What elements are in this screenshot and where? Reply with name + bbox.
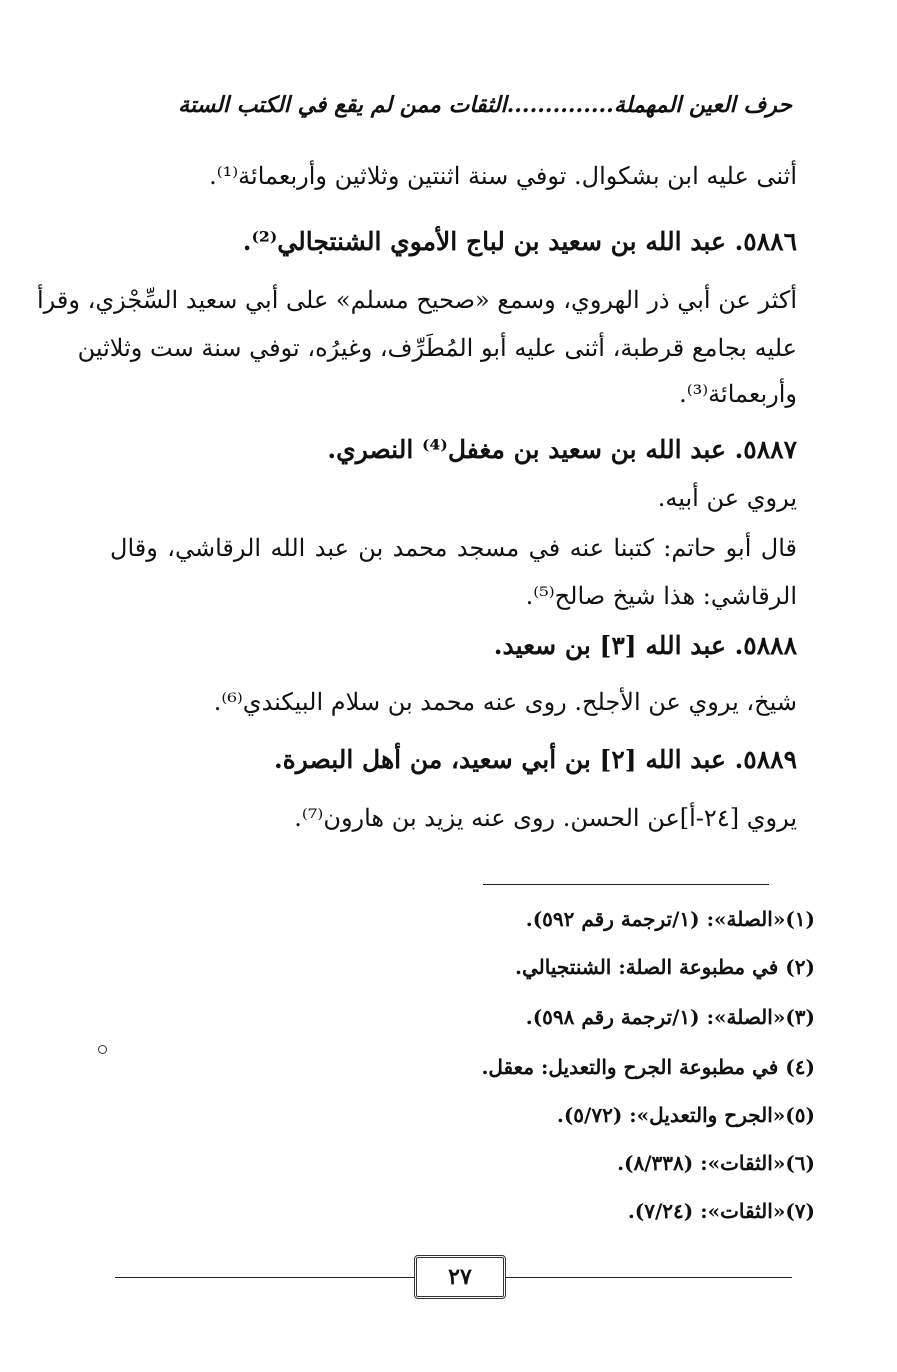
body-line: شيخ، يروي عن الأجلح. روى عنه محمد بن سلام البيكندي⁽⁶⁾. xyxy=(213,688,797,716)
body-line: يروي عن أبيه. xyxy=(657,484,797,512)
stray-mark xyxy=(98,1045,107,1054)
body-line: الرقاشي: هذا شيخ صالح⁽⁵⁾. xyxy=(525,582,797,610)
footnote-6: (٦)«الثقات»: (٨/٣٣٨). xyxy=(617,1151,815,1175)
entry-heading-5887: ٥٨٨٧. عبد الله بن سعيد بن مغفل⁽⁴⁾ النصري. xyxy=(327,435,797,464)
page-number: ٢٧ xyxy=(414,1255,506,1299)
running-header: حرف العين المهملة..............الثقات ممن لم يقع في الكتب الستة xyxy=(178,92,792,118)
footnote-1: (١)«الصلة»: (١/ترجمة رقم ٥٩٢). xyxy=(525,907,815,931)
body-line: يروي [٢٤-أ]عن الحسن. روى عنه يزيد بن هارون⁽⁷⁾. xyxy=(294,804,797,832)
footnote-7: (٧)«الثقات»: (٧/٢٤). xyxy=(627,1199,815,1223)
footnote-5: (٥)«الجرح والتعديل»: (٥/٧٢). xyxy=(556,1103,815,1127)
body-line: قال أبو حاتم: كتبنا عنه في مسجد محمد بن عبد الله الرقاشي، وقال xyxy=(110,534,797,562)
body-line: عليه بجامع قرطبة، أثنى عليه أبو المُطَرِّف، وغيرُه، توفي سنة ست وثلاثين xyxy=(77,334,797,362)
footer-rule-right xyxy=(500,1277,792,1278)
footer-rule-left xyxy=(115,1277,415,1278)
body-line: أثنى عليه ابن بشكوال. توفي سنة اثنتين وثلاثين وأربعمائة⁽¹⁾. xyxy=(209,162,797,190)
entry-heading-5888: ٥٨٨٨. عبد الله [٣] بن سعيد. xyxy=(493,631,797,660)
entry-heading-5889: ٥٨٨٩. عبد الله [٢] بن أبي سعيد، من أهل البصرة. xyxy=(273,745,797,774)
body-line: وأربعمائة⁽³⁾. xyxy=(679,380,797,408)
footnote-2: (٢) في مطبوعة الصلة: الشنتجيالي. xyxy=(515,955,815,979)
footnote-3: (٣)«الصلة»: (١/ترجمة رقم ٥٩٨). xyxy=(525,1005,815,1029)
entry-heading-5886: ٥٨٨٦. عبد الله بن سعيد بن لباج الأموي الشنتجالي⁽²⁾. xyxy=(242,227,797,256)
body-line: أكثر عن أبي ذر الهروي، وسمع «صحيح مسلم» على أبي سعيد السِّجْزي، وقرأ xyxy=(36,286,797,314)
footnote-separator xyxy=(483,884,769,885)
footnote-4: (٤) في مطبوعة الجرح والتعديل: معقل. xyxy=(481,1055,815,1079)
